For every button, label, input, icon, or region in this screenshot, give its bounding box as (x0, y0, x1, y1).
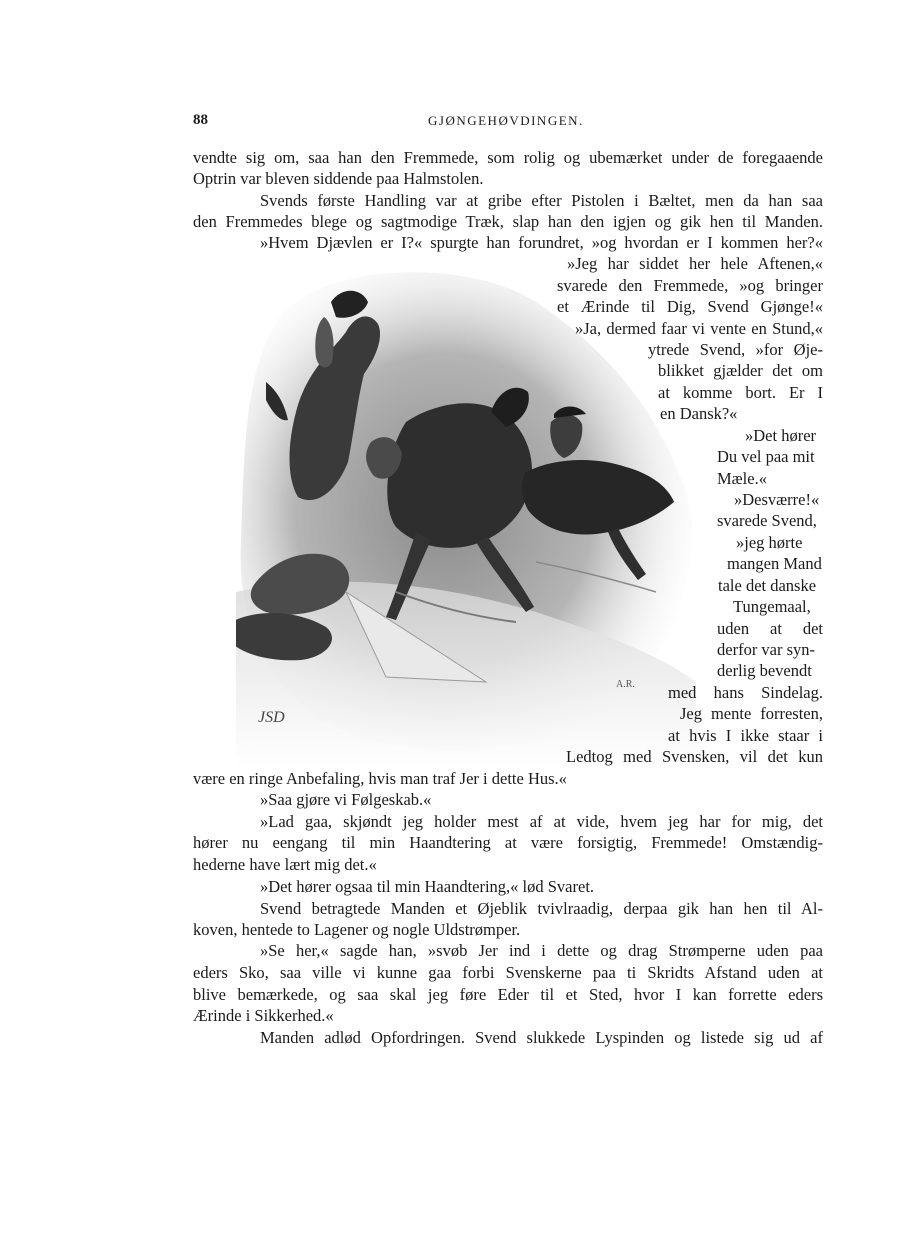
text-line: »Desværre!« (734, 490, 820, 509)
text-line: Tungemaal, (733, 597, 811, 616)
text-line: Ærinde i Sikkerhed.« (193, 1006, 334, 1025)
text-line: ytrede Svend, »for Øje- (648, 340, 823, 359)
text-line: »Lad gaa, skjøndt jeg holder mest af at vide, hvem jeg har for mig, det (260, 812, 823, 831)
artist-monogram: JSD (258, 709, 285, 726)
text-line: være en ringe Anbefaling, hvis man traf Jer i dette Hus.« (193, 769, 567, 788)
text-line: Optrin var bleven siddende paa Halmstolen. (193, 169, 484, 188)
text-line: vendte sig om, saa han den Fremmede, som rolig og ubemærket under de foregaaende (193, 148, 823, 167)
text-line: derfor var syn- (717, 640, 816, 659)
svg-text:A.R.: A.R. (616, 679, 635, 690)
text-line: »Jeg har siddet her hele Aftenen,« (567, 254, 823, 273)
text-line: uden at det (717, 619, 823, 638)
text-line: »Det hører (745, 426, 817, 445)
text-line: Svend betragtede Manden et Øjeblik tvivlraadig, derpaa gik han hen til Al- (260, 899, 823, 918)
text-line: »Saa gjøre vi Følgeskab.« (260, 790, 432, 809)
text-line: »Se her,« sagde han, »svøb Jer ind i dette og drag Strømperne uden paa (260, 941, 823, 960)
text-line: koven, hentede to Lagener og nogle Uldstrømper. (193, 920, 521, 939)
text-line: med hans Sindelag. (668, 683, 823, 702)
text-line: Svends første Handling var at gribe efter Pistolen i Bæltet, men da han saa (260, 191, 823, 210)
text-line: at hvis I ikke staar i (668, 726, 823, 745)
text-line: den Fremmedes blege og sagtmodige Træk, slap han den igjen og gik hen til Manden. (193, 212, 823, 231)
text-line: Du vel paa mit (717, 447, 815, 466)
text-line: »Hvem Djævlen er I?« spurgte han forundret, »og hvordan er I kommen her?« (260, 233, 823, 252)
text-line: Mæle.« (717, 469, 767, 488)
text-line: »jeg hørte (736, 533, 803, 552)
text-line: »Ja, dermed faar vi vente en Stund,« (575, 319, 823, 338)
text-line: hederne have lært mig det.« (193, 855, 377, 874)
text-line: en Dansk?« (660, 404, 738, 423)
page-number: 88 (193, 112, 208, 128)
text-line: svarede den Fremmede, »og bringer (557, 276, 823, 295)
text-line: Jeg mente forresten, (680, 704, 823, 723)
text-line: et Ærinde til Dig, Svend Gjønge!« (557, 297, 823, 316)
text-line: mangen Mand (727, 554, 822, 573)
text-line: tale det danske (718, 576, 817, 595)
text-line: svarede Svend, (717, 511, 817, 530)
running-head: GJØNGEHØVDINGEN. (428, 113, 584, 128)
text-line: derlig bevendt (717, 661, 812, 680)
text-line: hører nu eengang til min Haandtering at være forsigtig, Fremmede! Omstændig- (193, 833, 823, 852)
page-header (193, 112, 823, 134)
text-line: blikket gjælder det om (658, 361, 823, 380)
text-line: Manden adlød Opfordringen. Svend slukkede Lyspinden og listede sig ud af (260, 1028, 823, 1047)
text-line: Ledtog med Svensken, vil det kun (566, 747, 823, 766)
text-line: blive bemærkede, og saa skal jeg føre Eder til et Sted, hvor I kan forrette eders (193, 985, 823, 1004)
text-line: at komme bort. Er I (658, 383, 823, 402)
text-line: »Det hører ogsaa til min Haandtering,« lød Svaret. (260, 877, 595, 896)
text-line: eders Sko, saa ville vi kunne gaa forbi Svenskerne paa ti Skridts Afstand uden at (193, 963, 823, 982)
